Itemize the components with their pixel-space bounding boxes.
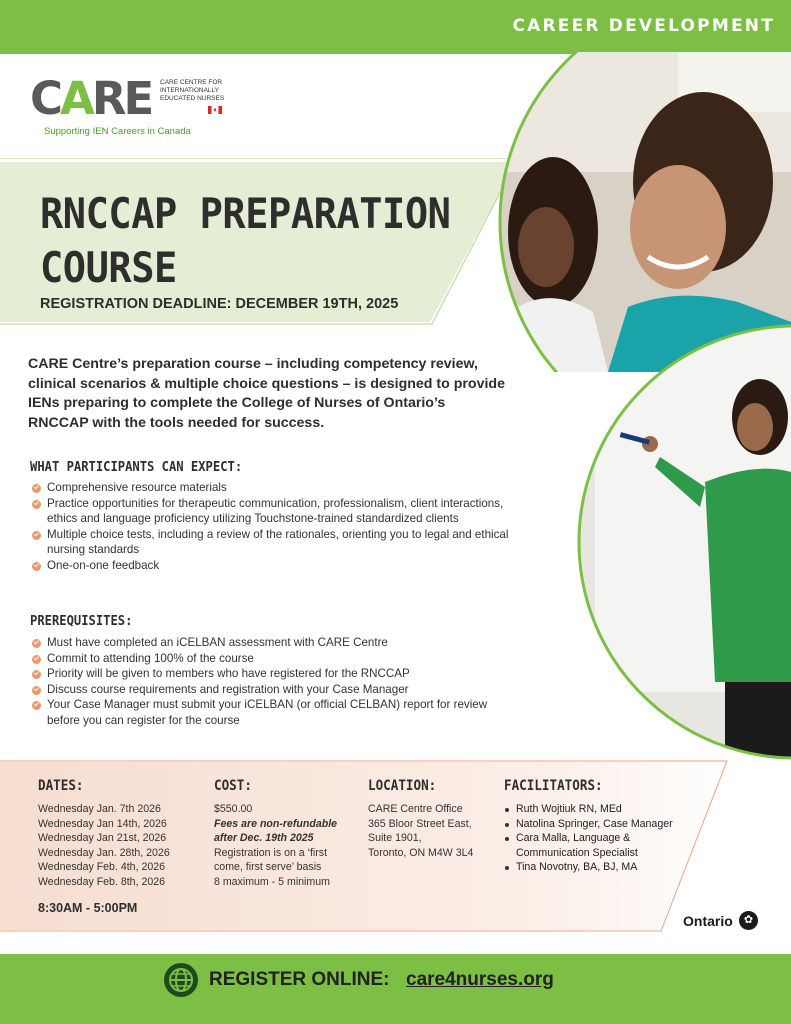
list-item: Discuss course requirements and registration with your Case Manager	[32, 682, 512, 698]
location-heading: LOCATION:	[368, 778, 437, 794]
prereq-list	[32, 635, 512, 728]
ontario-logo-text: Ontario	[683, 913, 733, 929]
register-banner	[0, 954, 791, 1024]
course-title: RNCCAP PREPARATION COURSE	[40, 189, 451, 292]
registration-basis: come, first serve’ basis	[214, 861, 322, 873]
date-item: Wednesday Jan. 28th, 2026	[38, 846, 170, 859]
date-item: Wednesday Jan 14th, 2026	[38, 817, 167, 830]
top-banner	[0, 0, 791, 54]
check-icon	[34, 561, 40, 567]
course-time: 8:30AM - 5:00PM	[38, 901, 138, 915]
check-icon	[34, 701, 40, 707]
check-icon	[34, 530, 40, 536]
check-icon	[34, 654, 40, 660]
date-item: Wednesday Feb. 8th, 2026	[38, 875, 166, 888]
dates-column	[38, 778, 170, 889]
refund-note: Fees are non-refundable	[214, 817, 338, 830]
address-line: Suite 1901,	[368, 832, 422, 844]
expect-list	[32, 480, 532, 573]
location-column	[368, 778, 473, 860]
register-label: REGISTER ONLINE:	[209, 969, 390, 990]
list-item: Your Case Manager must submit your iCELBAN (or official CELBAN) report for review before you can register for the course	[32, 697, 512, 728]
cost-heading: COST:	[214, 778, 252, 794]
check-icon	[34, 685, 40, 691]
logo-tagline: Supporting IEN Careers in Canada	[44, 126, 191, 137]
refund-note: after Dec. 19th 2025	[214, 832, 314, 844]
logo-wordmark: CARE	[30, 72, 152, 125]
cost-column	[214, 778, 337, 889]
address-line: Toronto, ON M4W 3L4	[368, 846, 474, 859]
cost-price: $550.00	[214, 803, 253, 815]
list-item: Comprehensive resource materials	[32, 480, 532, 496]
facilitator-item: Ruth Wojtiuk RN, MEd	[516, 802, 673, 817]
logo-org-name: CARE CENTRE FOR INTERNATIONALLY EDUCATED NURSES	[160, 79, 225, 102]
prereq-heading: PREREQUISITES:	[30, 613, 133, 629]
register-link[interactable]: care4nurses.org	[406, 969, 554, 990]
facilitator-item: Natolina Springer, Case Manager	[516, 817, 673, 830]
address-line: CARE Centre Office	[368, 803, 463, 815]
check-icon	[34, 484, 40, 490]
list-item: Commit to attending 100% of the course	[32, 651, 512, 667]
check-icon	[34, 499, 40, 505]
expect-heading: WHAT PARTICIPANTS CAN EXPECT:	[30, 459, 243, 475]
list-item: Priority will be given to members who have registered for the RNCCAP	[32, 666, 512, 682]
list-item: One-on-one feedback	[32, 558, 532, 574]
list-item: Multiple choice tests, including a review of the rationales, orienting you to legal and ethical nursing standards	[32, 527, 532, 558]
presenter-photo	[575, 322, 791, 762]
course-intro: CARE Centre’s preparation course – including competency review, clinical scenarios & multiple choice questions – is designed to provide IENs preparing to complete the College of Nurses of Ontario’s RNCCAP with the tools needed for success.	[28, 356, 505, 431]
address-line: 365 Bloor Street East,	[368, 817, 472, 830]
facilitators-column	[504, 778, 673, 875]
trillium-icon: ✿	[739, 911, 758, 930]
facilitator-item: Tina Novotny, BA, BJ, MA	[516, 860, 673, 875]
date-item: Wednesday Jan 21st, 2026	[38, 832, 167, 844]
dates-heading: DATES:	[38, 778, 84, 794]
list-item: Practice opportunities for therapeutic communication, professionalism, client interactions, ethics and language proficiency utilizing Touchstone-trained standardized clients	[32, 496, 532, 527]
registration-basis: Registration is on a ‘first	[214, 846, 328, 859]
date-item: Wednesday Feb. 4th, 2026	[38, 861, 166, 873]
check-icon	[34, 670, 40, 676]
date-item: Wednesday Jan. 7th 2026	[38, 803, 161, 815]
check-icon	[34, 639, 40, 645]
canada-flag-icon	[208, 106, 222, 114]
banner-text: CAREER DEVELOPMENT	[512, 16, 775, 36]
class-size: 8 maximum - 5 minimum	[214, 875, 330, 888]
facilitator-item: Cara Malla, Language & Communication Specialist	[516, 831, 673, 860]
care-logo	[30, 72, 230, 140]
facilitators-heading: FACILITATORS:	[504, 778, 603, 794]
globe-icon	[163, 962, 199, 998]
list-item: Must have completed an iCELBAN assessment with CARE Centre	[32, 635, 512, 651]
registration-deadline: REGISTRATION DEADLINE: DECEMBER 19TH, 2025	[40, 296, 399, 312]
